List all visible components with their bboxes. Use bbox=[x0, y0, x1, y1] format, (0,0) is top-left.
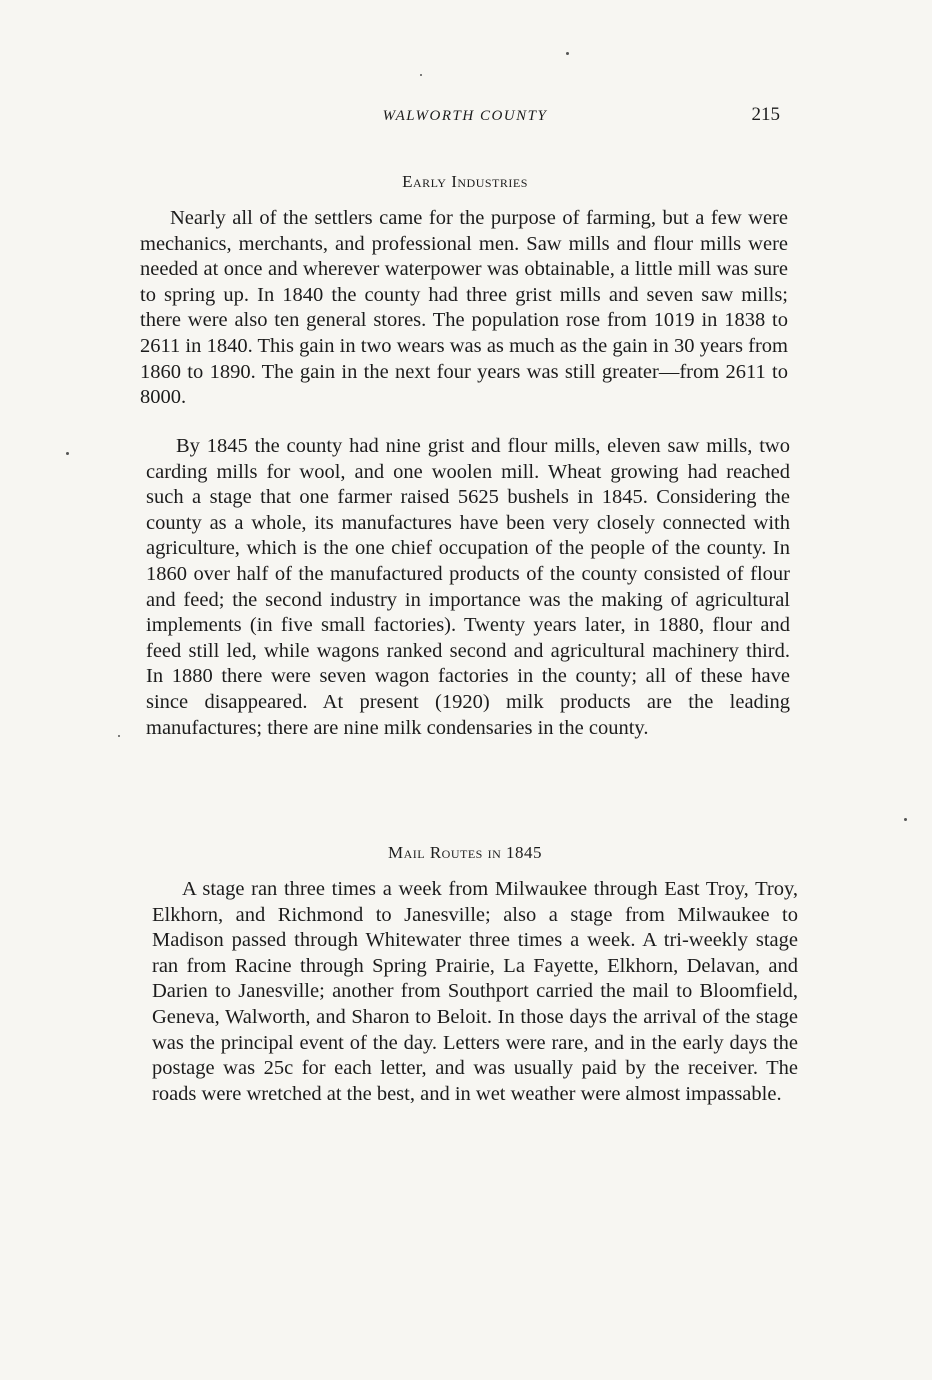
running-head bbox=[140, 104, 790, 130]
scan-speck bbox=[118, 735, 120, 737]
scan-speck bbox=[904, 818, 907, 821]
paragraph-settlers: Nearly all of the settlers came for the purpose of farming, but a few were mechanics, merchants, and professional men. Saw mills and flour mills were needed at once and wherever waterpower was obtainable, a little mill was sure to spring up. In 1840 the county had three grist mills and seven saw mills; there were also ten general stores. The population rose from 1019 in 1838 to 2611 in 1840. This gain in two wears was as much as the gain in 30 years from 1860 to 1890. The gain in the next four years was still greater—from 2611 to 8000. bbox=[140, 207, 788, 409]
page-number: 215 bbox=[751, 104, 780, 125]
section-heading-early-industries: Early Industries bbox=[402, 172, 528, 191]
paragraph-stage-routes: A stage ran three times a week from Milwaukee through East Troy, Troy, Elkhorn, and Richmond to Janesville; also a stage from Milwaukee to Madison passed through Whitewater three times a week. A tri-weekly stage ran from Racine through Spring Prairie, La Fayette, Elkhorn, Delavan, and Darien to Janesville; another from Southport carried the mail to Bloomfield, Geneva, Walworth, and Sharon to Beloit. In those days the arrival of the stage was the principal event of the day. Letters were rare, and in the early days the postage was 25c for each letter, and was usually paid by the receiver. The roads were wretched at the best, and in wet weather were almost impassable. bbox=[152, 878, 798, 1105]
scan-speck bbox=[566, 52, 569, 55]
running-title: WALWORTH COUNTY bbox=[382, 108, 548, 124]
paragraph-by-1845: By 1845 the county had nine grist and flour mills, eleven saw mills, two carding mills for wool, and one woolen mill. Wheat growing had reached such a stage that one farmer raised 5625 bushels in 1845. Considering the county as a whole, its manufactures have been very closely connected with agriculture, which is the one chief occupation of the people of the county. In 1860 over half of the manufactured products of the county consisted of flour and feed; the second industry in importance was the making of agricultural implements (in five small factories). Twenty years later, in 1880, flour and feed still led, while wagons ranked second and agricultural machinery third. In 1880 there were seven wagon factories in the county; all of these have since disappeared. At present (1920) milk products are the leading manufactures; there are nine milk condensaries in the county. bbox=[146, 435, 790, 739]
section-heading-mail-routes: Mail Routes in 1845 bbox=[387, 843, 543, 862]
scan-speck bbox=[66, 452, 69, 455]
scan-speck bbox=[420, 74, 422, 76]
